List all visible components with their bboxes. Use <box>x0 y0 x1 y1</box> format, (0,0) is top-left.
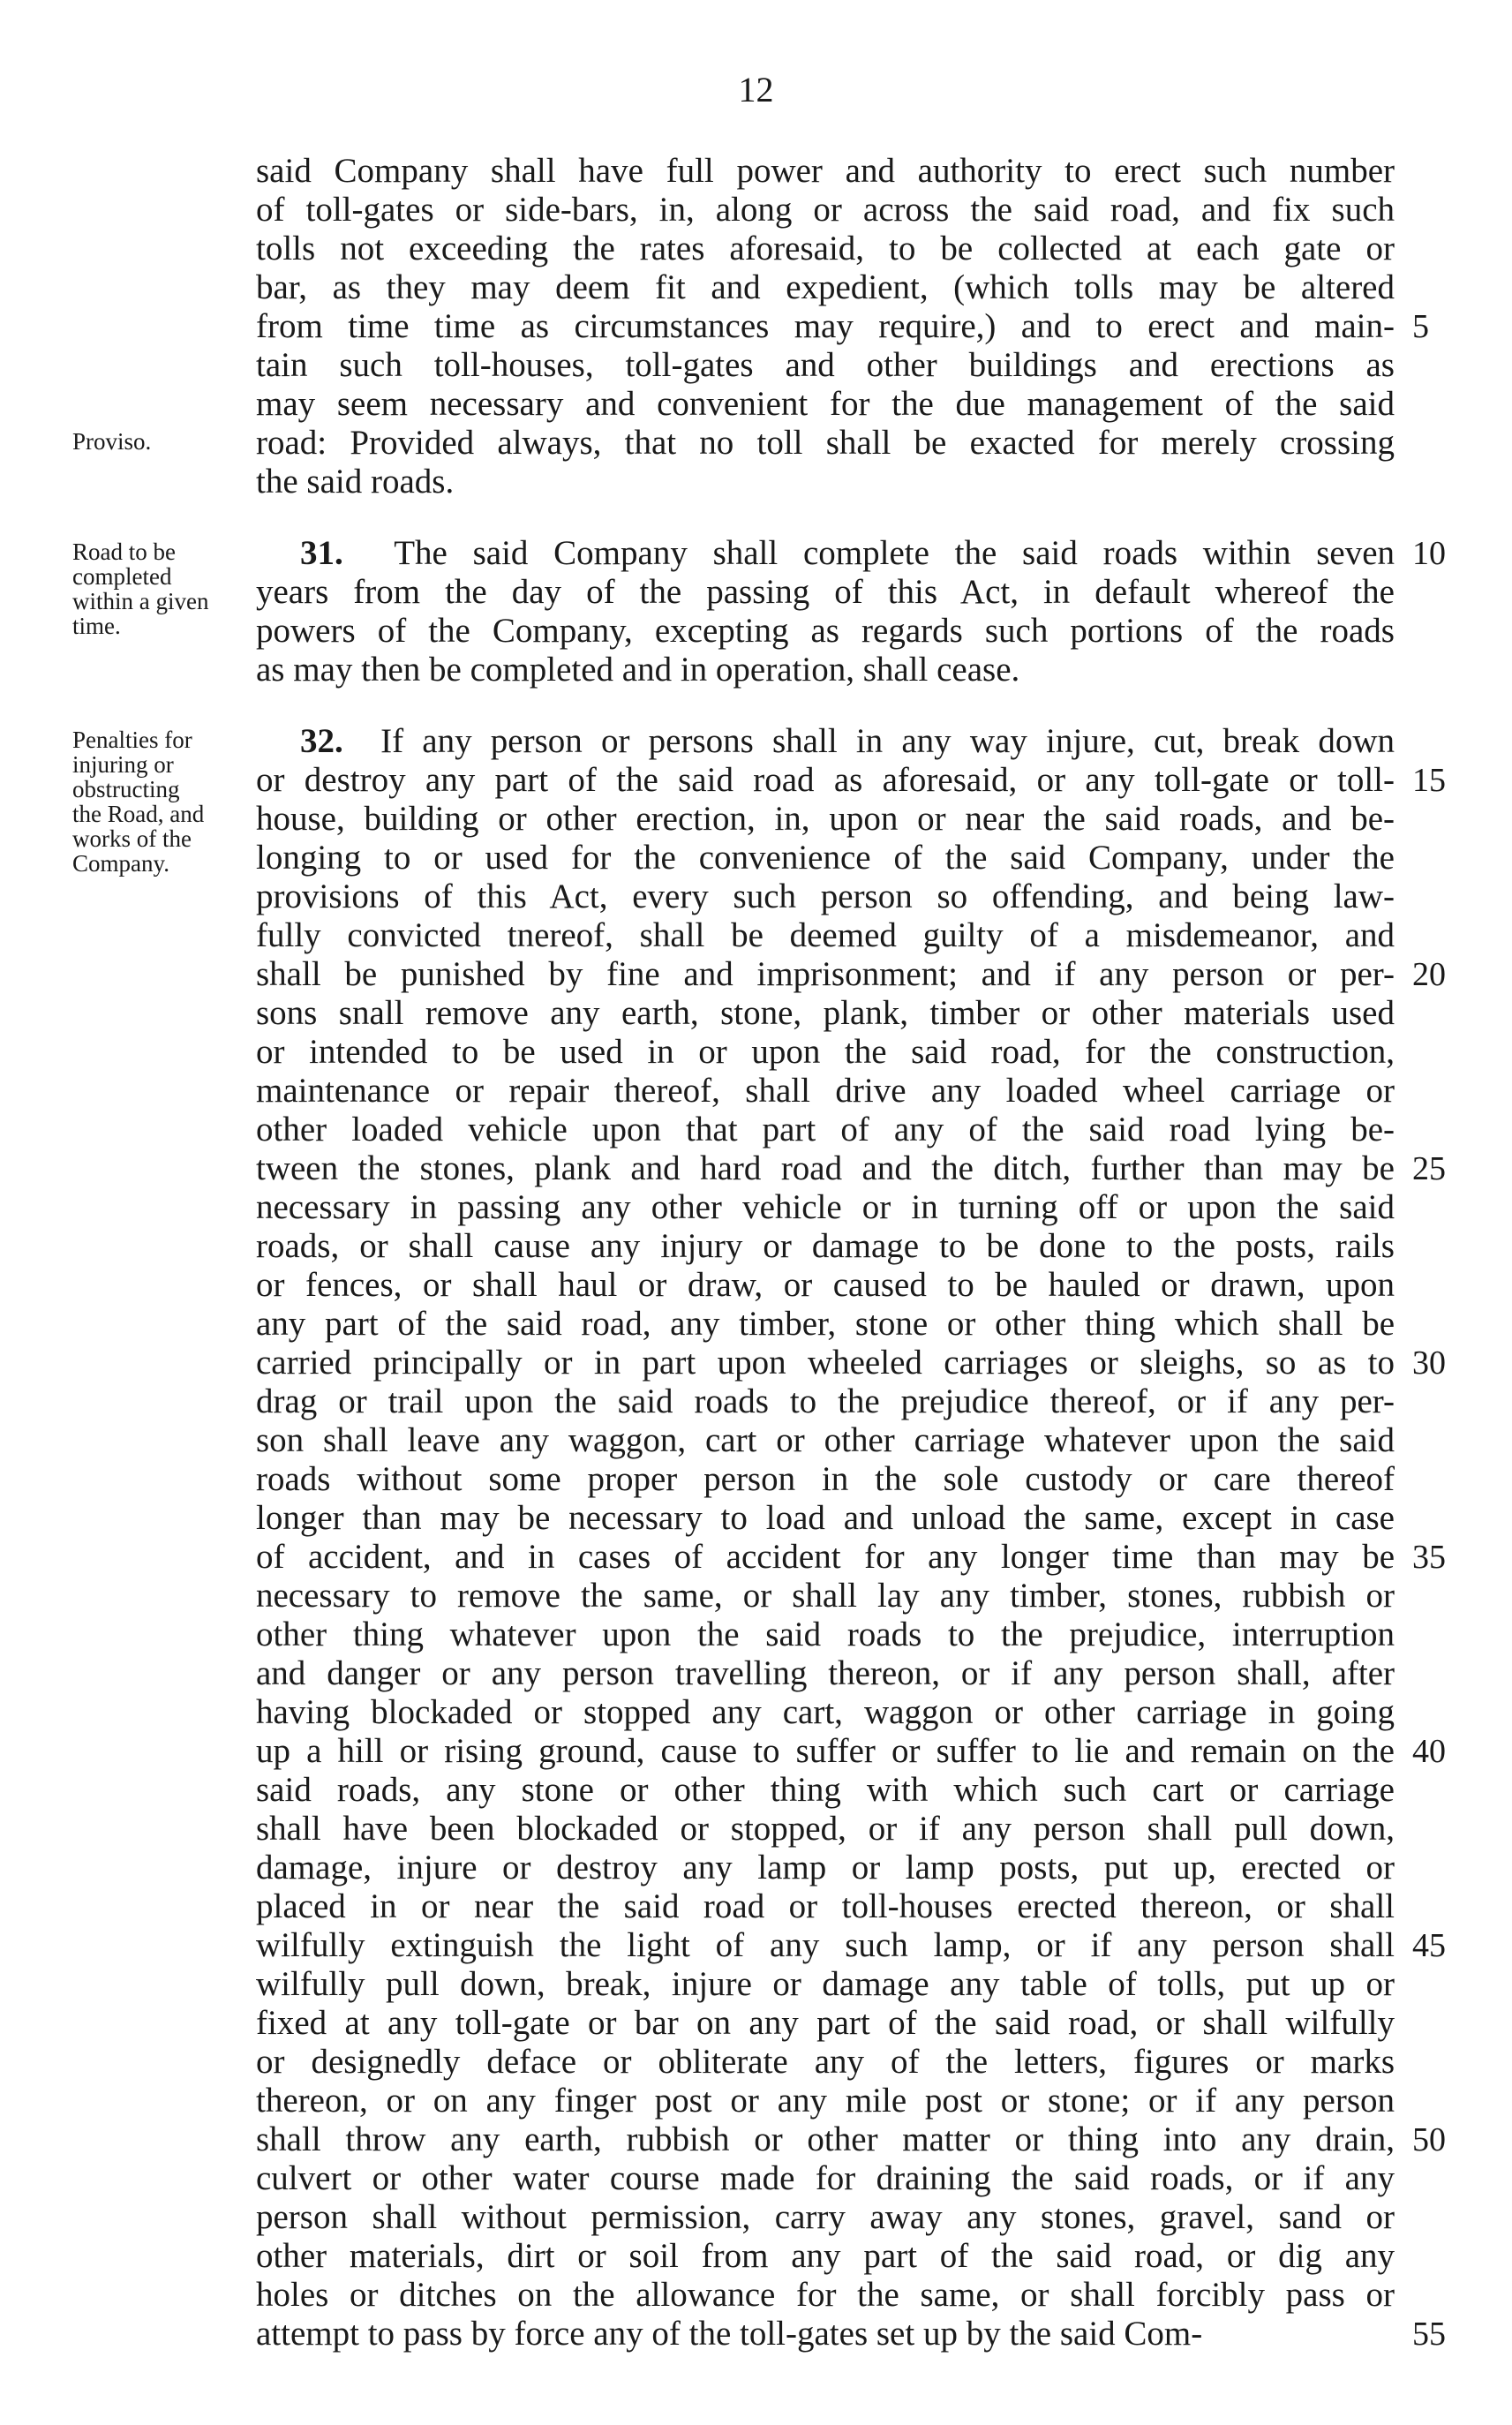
text-line <box>256 1732 1395 1771</box>
text-line <box>256 877 1395 916</box>
line-number: 30 <box>1412 1344 1446 1382</box>
text-line <box>256 2004 1395 2043</box>
line-text: of toll-gates or side-bars, in, along or across the said road, and fix such <box>256 191 1395 229</box>
text-line <box>256 2237 1395 2276</box>
text-line <box>256 1615 1395 1654</box>
line-text: other materials, dirt or soil from any part of the said road, or dig any <box>256 2237 1395 2275</box>
text-line <box>256 1926 1395 1965</box>
line-text: said roads, any stone or other thing with which such cart or carriage <box>256 1771 1395 1809</box>
margin-note-line: Proviso. <box>72 428 152 455</box>
line-text: necessary in passing any other vehicle or in turning off or upon the said <box>256 1188 1395 1226</box>
text-line <box>256 1421 1395 1460</box>
line-text: carried principally or in part upon wheeled carriages or sleighs, so as to <box>256 1344 1395 1382</box>
text-line <box>256 612 1395 651</box>
text-line <box>256 1149 1395 1188</box>
line-text: The said Company shall complete the said roads within seven <box>394 534 1395 572</box>
line-text: longing to or used for the convenience of the said Company, under the <box>256 839 1395 877</box>
line-text: shall have been blockaded or stopped, or if any person shall pull down, <box>256 1810 1395 1848</box>
line-text: road: Provided always, that no toll shall be exacted for merely crossing <box>256 424 1395 462</box>
text-line <box>256 1344 1395 1382</box>
text-line <box>256 1188 1395 1227</box>
text-line <box>256 2043 1395 2082</box>
text-line <box>256 1577 1395 1615</box>
text-line <box>256 191 1395 230</box>
line-text: son shall leave any waggon, cart or other carriage whatever upon the said <box>256 1421 1395 1459</box>
margin-note <box>72 727 249 876</box>
line-number: 20 <box>1412 956 1446 993</box>
text-line <box>256 2120 1395 2159</box>
line-text: from time time as circumstances may require,) and to erect and main- <box>256 307 1395 345</box>
line-text: damage, injure or destroy any lamp or lamp posts, put up, erected or <box>256 1849 1395 1887</box>
line-text: or intended to be used in or upon the said road, for the construction, <box>256 1033 1395 1071</box>
line-text: or fences, or shall haul or draw, or caused to be hauled or drawn, upon <box>256 1266 1395 1304</box>
text-line <box>256 651 1395 689</box>
line-text: tolls not exceeding the rates aforesaid, to be collected at each gate or <box>256 230 1395 267</box>
margin-note-line: the Road, and <box>72 801 205 827</box>
text-line <box>256 268 1395 307</box>
text-line <box>256 152 1395 191</box>
line-text: culvert or other water course made for draining the said roads, or if any <box>256 2159 1395 2197</box>
text-line <box>256 1460 1395 1499</box>
line-text: sons snall remove any earth, stone, plank, timber or other materials used <box>256 994 1395 1032</box>
text-line <box>256 1654 1395 1693</box>
line-text: shall throw any earth, rubbish or other matter or thing into any drain, <box>256 2120 1395 2158</box>
section-number: 32. <box>300 722 381 760</box>
text-line <box>256 722 1395 761</box>
line-text: roads, or shall cause any injury or damage to be done to the posts, rails <box>256 1227 1395 1265</box>
margin-note-line: completed <box>72 563 172 590</box>
margin-note <box>72 429 249 454</box>
line-text: as may then be completed and in operation, shall cease. <box>256 651 1020 689</box>
line-text: holes or ditches on the allowance for the same, or shall forcibly pass or <box>256 2276 1395 2314</box>
line-text: roads without some proper person in the sole custody or care thereof <box>256 1460 1395 1498</box>
margin-note-line: time. <box>72 613 121 639</box>
line-number: 55 <box>1412 2316 1446 2353</box>
line-text: provisions of this Act, every such person so offending, and being law- <box>256 877 1395 915</box>
text-line <box>256 463 1395 501</box>
line-text: any part of the said road, any timber, stone or other thing which shall be <box>256 1305 1395 1343</box>
line-number: 40 <box>1412 1733 1446 1770</box>
line-number: 5 <box>1412 308 1429 345</box>
line-number: 50 <box>1412 2121 1446 2158</box>
margin-note-line: Company. <box>72 850 169 877</box>
text-line <box>256 2159 1395 2198</box>
line-text: powers of the Company, excepting as regards such portions of the roads <box>256 612 1395 650</box>
text-line <box>256 1305 1395 1344</box>
text-line <box>256 800 1395 839</box>
line-text: necessary to remove the same, or shall lay any timber, stones, rubbish or <box>256 1577 1395 1615</box>
line-text: and danger or any person travelling thereon, or if any person shall, after <box>256 1654 1395 1692</box>
margin-note-line: obstructing <box>72 776 180 802</box>
line-text: other loaded vehicle upon that part of any of the said road lying be- <box>256 1111 1395 1148</box>
line-text: years from the day of the passing of this Act, in default whereof the <box>256 573 1395 611</box>
text-line <box>256 1538 1395 1577</box>
margin-note-line: Road to be <box>72 538 176 565</box>
text-line <box>256 1227 1395 1266</box>
text-line <box>256 2198 1395 2237</box>
line-number: 10 <box>1412 535 1446 572</box>
text-line <box>256 534 1395 573</box>
text-line <box>256 916 1395 955</box>
text-line <box>256 1033 1395 1072</box>
text-line <box>256 1111 1395 1149</box>
text-line <box>256 1693 1395 1732</box>
line-text: tain such toll-houses, toll-gates and other buildings and erections as <box>256 346 1395 384</box>
text-line <box>256 1965 1395 2004</box>
section-number: 31. <box>300 534 395 572</box>
line-text: bar, as they may deem fit and expedient, (which tolls may be altered <box>256 268 1395 306</box>
text-line <box>256 424 1395 463</box>
text-line <box>256 1771 1395 1810</box>
text-line <box>256 1382 1395 1421</box>
line-text: shall be punished by fine and imprisonment; and if any person or per- <box>256 955 1395 993</box>
line-text: having blockaded or stopped any cart, waggon or other carriage in going <box>256 1693 1395 1731</box>
line-text: the said roads. <box>256 463 455 501</box>
margin-note-line: Penalties for <box>72 727 192 753</box>
line-text: longer than may be necessary to load and unload the same, except in case <box>256 1499 1395 1537</box>
line-text: house, building or other erection, in, upon or near the said roads, and be- <box>256 800 1395 838</box>
margin-note-line: injuring or <box>72 751 174 778</box>
line-text: wilfully pull down, break, injure or damage any table of tolls, put up or <box>256 1965 1395 2003</box>
text-line <box>256 1887 1395 1926</box>
line-text: drag or trail upon the said roads to the prejudice thereof, or if any per- <box>256 1382 1395 1420</box>
line-text: up a hill or rising ground, cause to suffer or suffer to lie and remain on the <box>256 1732 1395 1770</box>
text-line <box>256 573 1395 612</box>
text-line <box>256 2276 1395 2315</box>
text-line <box>256 385 1395 424</box>
line-text: person shall without permission, carry away any stones, gravel, sand or <box>256 2198 1395 2236</box>
text-line <box>256 1849 1395 1887</box>
margin-note-line: works of the <box>72 825 192 852</box>
text-line <box>256 839 1395 877</box>
line-text: tween the stones, plank and hard road and the ditch, further than may be <box>256 1149 1395 1187</box>
line-number: 45 <box>1412 1927 1446 1964</box>
text-line <box>256 994 1395 1033</box>
line-text: fully convicted tnereof, shall be deemed guilty of a misdemeanor, and <box>256 916 1395 954</box>
margin-note-line: within a given <box>72 588 209 614</box>
line-text: wilfully extinguish the light of any such lamp, or if any person shall <box>256 1926 1395 1964</box>
line-text: said Company shall have full power and authority to erect such number <box>256 152 1395 190</box>
line-number: 35 <box>1412 1539 1446 1576</box>
line-text: other thing whatever upon the said roads to the prejudice, interruption <box>256 1615 1395 1653</box>
text-line <box>256 761 1395 800</box>
text-line <box>256 2082 1395 2120</box>
line-text: thereon, or on any finger post or any mile post or stone; or if any person <box>256 2082 1395 2120</box>
line-text: attempt to pass by force any of the toll-gates set up by the said Com- <box>256 2315 1203 2353</box>
line-number: 25 <box>1412 1150 1446 1187</box>
text-line <box>256 2315 1395 2353</box>
text-line <box>256 1266 1395 1305</box>
text-line <box>256 1499 1395 1538</box>
text-line <box>256 955 1395 994</box>
text-line <box>256 230 1395 268</box>
text-line <box>256 307 1395 346</box>
page-number: 12 <box>738 70 774 109</box>
margin-note <box>72 539 249 638</box>
line-text: placed in or near the said road or toll-houses erected thereon, or shall <box>256 1887 1395 1925</box>
line-text: or designedly deface or obliterate any of the letters, figures or marks <box>256 2043 1395 2081</box>
line-text: If any person or persons shall in any way injure, cut, break down <box>380 722 1395 760</box>
line-text: fixed at any toll-gate or bar on any part of the said road, or shall wilfully <box>256 2004 1395 2042</box>
line-number: 15 <box>1412 762 1446 799</box>
line-text: maintenance or repair thereof, shall drive any loaded wheel carriage or <box>256 1072 1395 1110</box>
line-text: or destroy any part of the said road as aforesaid, or any toll-gate or toll- <box>256 761 1395 799</box>
text-line <box>256 1072 1395 1111</box>
line-text: of accident, and in cases of accident for any longer time than may be <box>256 1538 1395 1576</box>
text-line <box>256 1810 1395 1849</box>
text-line <box>256 346 1395 385</box>
line-text: may seem necessary and convenient for the due management of the said <box>256 385 1395 423</box>
